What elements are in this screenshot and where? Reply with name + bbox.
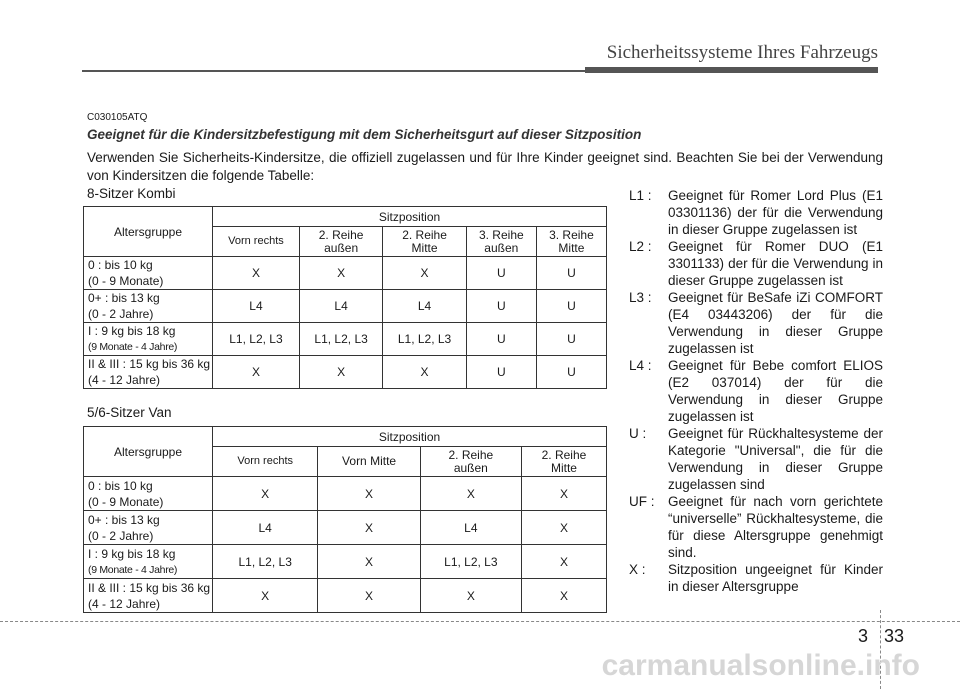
header-rule-accent [585,67,878,73]
page-header-title: Sicherheitssysteme Ihres Fahrzeugs [606,42,878,63]
table-cell: L4 [420,511,521,545]
age-group-cell [84,511,213,545]
legend-item [629,289,883,357]
table-cell: L1, L2, L3 [383,323,466,356]
age-weight: 0+ : bis 13 kg [88,512,160,527]
column-header [299,227,382,257]
column-header-line: außen [324,240,359,255]
table-cell: L4 [299,290,382,323]
column-header-line: 2. Reihe [541,447,587,462]
legend-key: L2 : [629,239,652,254]
legend-text: Geeignet für Romer DUO (E1 3301133) der für die Verwendung in dieser Gruppe zugelassen ist [668,239,883,288]
table-cell: L4 [213,511,318,545]
age-weight: I : 9 kg bis 18 kg [88,324,176,338]
table2-caption: 5/6-Sitzer Van [87,405,172,420]
table-cell: X [213,356,300,389]
age-group-header: Altersgruppe [84,427,213,477]
age-weight: II & III : 15 kg bis 36 kg [88,580,211,595]
column-header [420,447,521,477]
legend-list [629,187,883,595]
table-row [84,579,607,613]
column-header-line: Vorn Mitte [342,454,397,468]
legend-key: L1 : [629,188,652,203]
table-cell: U [536,257,606,290]
table-row [84,356,607,389]
page-number: 33 [884,626,905,646]
column-header-line: 3. Reihe [478,227,524,242]
age-group-cell [84,545,213,579]
table-cell: L1, L2, L3 [420,545,521,579]
column-header [213,227,300,257]
age-range: (9 Monate - 4 Jahre) [88,563,178,576]
age-group-cell [84,323,213,356]
column-header-line: 2. Reihe [402,227,447,242]
age-group-cell [84,356,213,389]
table-cell: X [521,545,606,579]
column-header [521,447,606,477]
seat-position-header: Sitzposition [213,207,607,227]
table-cell: X [213,477,318,511]
table-cell: U [466,323,536,356]
table-cell: L4 [213,290,300,323]
column-header [213,447,318,477]
table-cell: U [536,356,606,389]
table-cell: X [299,356,382,389]
legend-text: Geeignet für Rückhaltesysteme der Kategorie "Universal", die für die Verwendung in dieser Gruppe zugelassen sind [668,426,883,492]
table-cell: X [420,579,521,613]
column-header-line: Mitte [558,240,585,255]
age-weight: 0+ : bis 13 kg [88,291,160,305]
table1-caption: 8-Sitzer Kombi [87,186,176,201]
legend-item [629,425,883,493]
legend-key: X : [629,562,646,577]
table-cell: X [521,579,606,613]
age-range: (4 - 12 Jahre) [88,373,161,387]
age-range: (4 - 12 Jahre) [88,596,161,611]
table-row [84,511,607,545]
age-group-header: Altersgruppe [84,207,213,257]
table-van [83,426,607,613]
column-header [383,227,466,257]
column-header-line: 2. Reihe [448,447,494,462]
age-weight: II & III : 15 kg bis 36 kg [88,357,211,371]
legend-item [629,493,883,561]
table-cell: X [318,477,420,511]
age-group-cell [84,477,213,511]
column-header-line: 3. Reihe [549,227,594,242]
age-weight: I : 9 kg bis 18 kg [88,546,176,561]
seat-position-header: Sitzposition [213,427,607,447]
age-group-cell [84,257,213,290]
table-row [84,545,607,579]
section-code: C030105ATQ [87,112,148,123]
table-cell: X [383,356,466,389]
column-header-line: außen [484,240,519,255]
table-cell: L1, L2, L3 [299,323,382,356]
legend-text: Geeignet für Bebe comfort ELIOS (E2 037014) der für die Verwendung in dieser Gruppe zugelassen ist [668,358,883,424]
footer-rule [0,621,960,622]
column-header-line: 2. Reihe [318,227,364,242]
table-cell: U [466,290,536,323]
table-cell: X [213,579,318,613]
legend-text: Geeignet für Romer Lord Plus (E1 03301136) der für die Verwendung in dieser Gruppe zugelassen ist [668,188,883,237]
table-cell: U [536,290,606,323]
age-weight: 0 : bis 10 kg [88,478,153,493]
section-subtitle: Geeignet für die Kindersitzbefestigung mit dem Sicherheitsgurt auf dieser Sitzposition [87,127,642,142]
column-header-line: Vorn rechts [237,455,293,467]
table-row [84,290,607,323]
column-header-line: außen [453,460,488,475]
column-header-line: Vorn rechts [228,235,284,247]
legend-key: L4 : [629,358,652,373]
table-cell: X [213,257,300,290]
legend-item [629,238,883,289]
legend-item [629,357,883,425]
table-cell: L1, L2, L3 [213,545,318,579]
table-cell: U [466,257,536,290]
legend-key: L3 : [629,290,652,305]
legend-text: Sitzposition ungeeignet für Kinder in dieser Altersgruppe [668,562,883,594]
table-8-seater [83,206,607,389]
age-range: (0 - 2 Jahre) [88,528,154,543]
intro-paragraph: Verwenden Sie Sicherheits-Kindersitze, die offiziell zugelassen und für Ihre Kinder geeignet sind. Beachten Sie bei der Verwendung von Kindersitzen die folgende Tabelle: [87,150,883,183]
legend-key: UF : [629,494,655,509]
table-cell: X [521,477,606,511]
table-cell: U [466,356,536,389]
table-cell: X [318,511,420,545]
column-header [536,227,606,257]
column-header [466,227,536,257]
table-cell: L1, L2, L3 [213,323,300,356]
table-cell: X [420,477,521,511]
table-cell: X [318,545,420,579]
age-range: (0 - 9 Monate) [88,494,164,509]
age-range: (0 - 2 Jahre) [88,307,154,321]
table-cell: X [299,257,382,290]
watermark: carmanualsonline.info [601,649,920,682]
legend-text: Geeignet für nach vorn gerichtete “universelle” Rückhaltesysteme, die für diese Altersgruppe genehmigt sind. [668,494,883,560]
column-header-line: Mitte [550,460,577,475]
age-group-cell [84,579,213,613]
age-group-cell [84,290,213,323]
table-row [84,323,607,356]
table-row [84,477,607,511]
age-range: (9 Monate - 4 Jahre) [88,341,178,353]
age-range: (0 - 9 Monate) [88,274,164,288]
column-header-line: Mitte [411,240,438,255]
table-row [84,257,607,290]
table-cell: X [318,579,420,613]
legend-item [629,187,883,238]
table-cell: U [536,323,606,356]
age-weight: 0 : bis 10 kg [88,258,153,272]
table-cell: L4 [383,290,466,323]
legend-key: U : [629,426,647,441]
chapter-number: 3 [858,626,869,646]
legend-text: Geeignet für BeSafe iZi COMFORT (E4 03443206) der für die Verwendung in dieser Gruppe zugelassen ist [668,290,883,356]
table-cell: X [383,257,466,290]
column-header [318,447,420,477]
legend-item [629,561,883,595]
table-cell: X [521,511,606,545]
